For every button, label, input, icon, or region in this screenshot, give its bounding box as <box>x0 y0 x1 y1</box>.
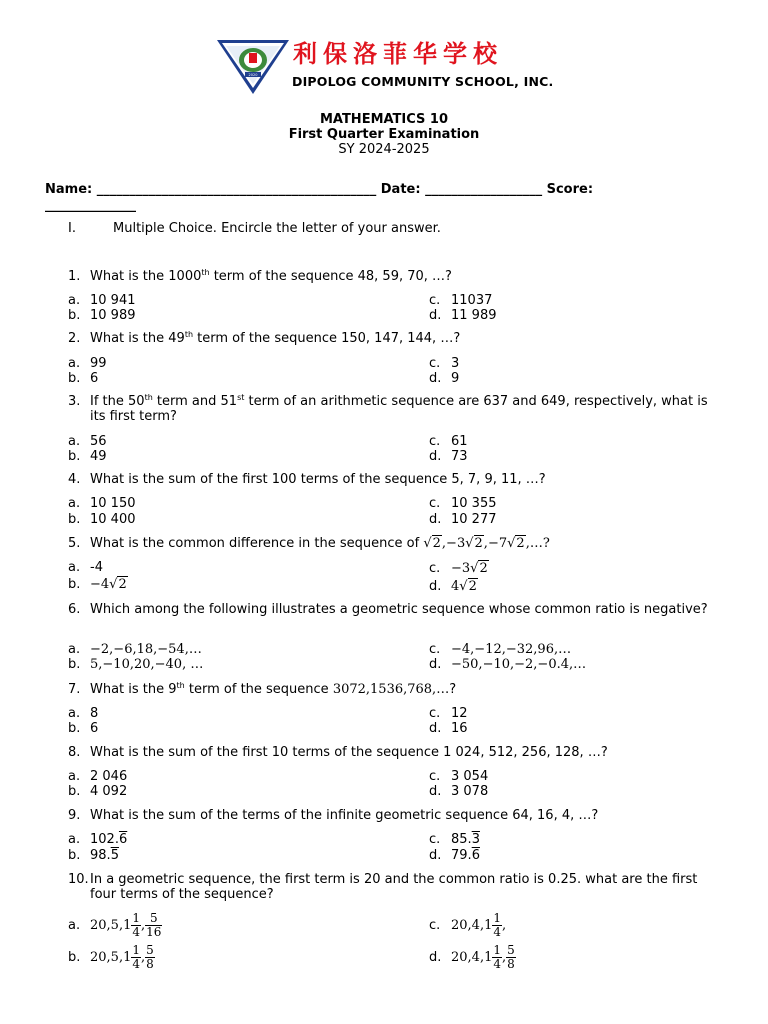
option-6c[interactable]: c. −4,−12,−32,96,… <box>429 642 572 657</box>
school-seal-logo <box>215 38 291 96</box>
option-3b[interactable]: b. 49 <box>68 449 107 464</box>
option-1d[interactable]: d. 11 989 <box>429 308 497 323</box>
option-9b[interactable]: b. 98.5 <box>68 848 119 863</box>
question-number: 7. <box>68 682 81 697</box>
question-number: 6. <box>68 602 81 617</box>
option-2b[interactable]: b. 6 <box>68 371 99 386</box>
option-10a[interactable]: a. 20,5,1 $\frac{1}{4}$ , $\frac{5}{16}$ <box>68 911 162 939</box>
question-text: Which among the following illustrates a geometric sequence whose common ratio is negative? <box>90 602 708 617</box>
option-6b[interactable]: b. 5,−10,20,−40, … <box>68 657 204 672</box>
option-9d[interactable]: d. 79.6 <box>429 848 480 863</box>
section-instructions: Multiple Choice. Encircle the letter of your answer. <box>113 221 441 236</box>
option-4c[interactable]: c. 10 355 <box>429 496 497 511</box>
option-7c[interactable]: c. 12 <box>429 706 468 721</box>
option-5d[interactable]: d. 4√2 <box>429 579 477 594</box>
option-10c[interactable]: c. 20,4,1 $\frac{1}{4}$ , <box>429 911 507 939</box>
question-text: What is the sum of the first 10 terms of the sequence 1 024, 512, 256, 128, …? <box>90 745 608 760</box>
question-text: What is the common difference in the sequence of √2,−3√2,−7√2,…? <box>90 536 550 551</box>
question-text: If the 50th term and 51st term of an arithmetic sequence are 637 and 649, respectively, what is its first term? <box>90 393 708 424</box>
option-7d[interactable]: d. 16 <box>429 721 468 736</box>
option-5c[interactable]: c. −3√2 <box>429 561 488 576</box>
question-number: 8. <box>68 745 81 760</box>
option-10b[interactable]: b. 20,5,1 $\frac{1}{4}$ , $\frac{5}{8}$ <box>68 943 154 971</box>
option-2c[interactable]: c. 3 <box>429 356 460 371</box>
option-7b[interactable]: b. 6 <box>68 721 99 736</box>
option-2d[interactable]: d. 9 <box>429 371 460 386</box>
option-4b[interactable]: b. 10 400 <box>68 512 136 527</box>
sequence-math: √2,−3√2,−7√2,…? <box>423 536 550 551</box>
option-1c[interactable]: c. 11037 <box>429 293 493 308</box>
exam-titles <box>0 112 768 157</box>
school-header <box>0 34 768 100</box>
question-number: 2. <box>68 331 81 346</box>
option-9c[interactable]: c. 85.3 <box>429 832 480 847</box>
option-4d[interactable]: d. 10 277 <box>429 512 497 527</box>
question-number: 5. <box>68 536 81 551</box>
option-6a[interactable]: a. −2,−6,18,−54,… <box>68 642 202 657</box>
option-9a[interactable]: a. 102.6 <box>68 832 128 847</box>
svg-text:2020: 2020 <box>248 73 258 77</box>
option-8c[interactable]: c. 3 054 <box>429 769 489 784</box>
school-chinese-name: 利保洛菲华学校 <box>293 39 503 68</box>
option-8d[interactable]: d. 3 078 <box>429 784 489 799</box>
school-year: SY 2024-2025 <box>338 142 430 157</box>
option-3d[interactable]: d. 73 <box>429 449 468 464</box>
option-5a[interactable]: a. -4 <box>68 560 103 575</box>
question-text: In a geometric sequence, the first term is 20 and the common ratio is 0.25. what are the first four terms of the sequence? <box>90 872 698 902</box>
option-4a[interactable]: a. 10 150 <box>68 496 136 511</box>
question-number: 9. <box>68 808 81 823</box>
question-text: What is the 49th term of the sequence 150, 147, 144, …? <box>90 330 461 346</box>
option-1b[interactable]: b. 10 989 <box>68 308 136 323</box>
section-number: I. <box>68 221 76 236</box>
section-heading <box>68 221 441 236</box>
question-number: 1. <box>68 269 81 284</box>
question-text: What is the sum of the terms of the infinite geometric sequence 64, 16, 4, …? <box>90 808 599 823</box>
option-2a[interactable]: a. 99 <box>68 356 107 371</box>
option-7a[interactable]: a. 8 <box>68 706 99 721</box>
option-1a[interactable]: a. 10 941 <box>68 293 136 308</box>
question-number: 10. <box>68 872 89 887</box>
question-text: What is the 9th term of the sequence 3072,1536,768,…? <box>90 681 457 697</box>
school-name: DIPOLOG COMMUNITY SCHOOL, INC. <box>292 74 554 89</box>
name-date-score-row: Name: ___________________________________________ Date: __________________ Score: ______________ <box>45 182 594 213</box>
exam-title: First Quarter Examination <box>288 127 480 142</box>
question-text: What is the sum of the first 100 terms of the sequence 5, 7, 9, 11, …? <box>90 472 546 487</box>
option-5b[interactable]: b. −4√2 <box>68 577 127 592</box>
option-10d[interactable]: d. 20,4,1 $\frac{1}{4}$ , $\frac{5}{8}$ <box>429 943 515 971</box>
question-text: What is the 1000th term of the sequence 48, 59, 70, …? <box>90 268 452 284</box>
option-8b[interactable]: b. 4 092 <box>68 784 128 799</box>
subject-title: MATHEMATICS 10 <box>319 112 449 127</box>
option-3a[interactable]: a. 56 <box>68 434 107 449</box>
option-8a[interactable]: a. 2 046 <box>68 769 128 784</box>
question-number: 4. <box>68 472 81 487</box>
option-3c[interactable]: c. 61 <box>429 434 468 449</box>
option-6d[interactable]: d. −50,−10,−2,−0.4,… <box>429 657 587 672</box>
question-number: 3. <box>68 394 81 409</box>
